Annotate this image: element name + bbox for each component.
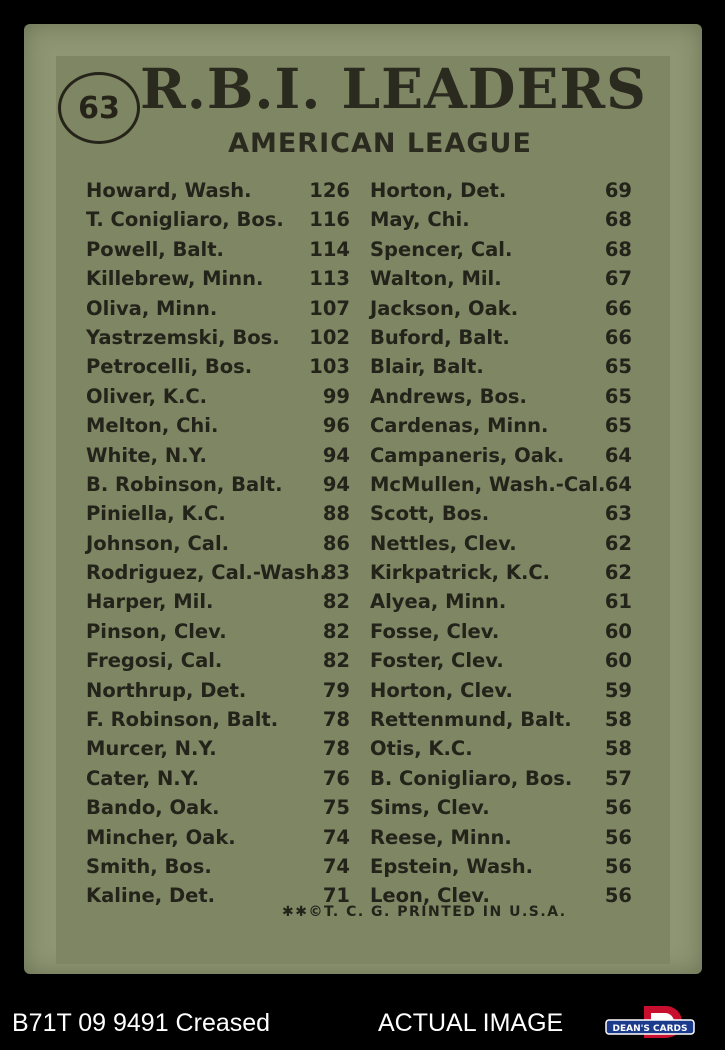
rbi-total: 68 bbox=[604, 208, 632, 232]
rbi-total: 82 bbox=[322, 590, 350, 614]
player-name: Bando, Oak. bbox=[86, 796, 220, 820]
rbi-total: 107 bbox=[309, 296, 350, 320]
rbi-total: 57 bbox=[604, 766, 632, 790]
rbi-total: 64 bbox=[604, 443, 632, 467]
player-name: Sims, Clev. bbox=[370, 796, 490, 820]
rbi-total: 71 bbox=[322, 884, 350, 908]
rbi-total: 67 bbox=[604, 267, 632, 291]
player-name: Otis, K.C. bbox=[370, 737, 473, 761]
leader-row bbox=[86, 235, 350, 264]
rbi-total: 69 bbox=[604, 179, 632, 202]
rbi-total: 66 bbox=[604, 325, 632, 349]
rbi-total: 82 bbox=[322, 619, 350, 643]
player-name: Buford, Balt. bbox=[370, 325, 510, 349]
leader-row bbox=[370, 823, 632, 852]
item-description: B71T 09 9491 Creased bbox=[12, 1009, 271, 1037]
player-name: Blair, Balt. bbox=[370, 355, 484, 379]
player-name: Jackson, Oak. bbox=[370, 296, 519, 320]
rbi-total: 96 bbox=[322, 414, 350, 438]
rbi-total: 79 bbox=[322, 678, 350, 702]
rbi-total: 103 bbox=[309, 355, 350, 379]
player-name: Harper, Mil. bbox=[86, 590, 214, 614]
deans-cards-logo bbox=[604, 1004, 696, 1044]
leader-row bbox=[370, 529, 632, 558]
rbi-total: 94 bbox=[322, 443, 350, 467]
player-name: Oliva, Minn. bbox=[86, 296, 218, 320]
leader-row bbox=[370, 235, 632, 264]
leader-row bbox=[86, 617, 350, 646]
player-name: Howard, Wash. bbox=[86, 179, 252, 202]
rbi-total: 86 bbox=[322, 531, 350, 555]
leader-row bbox=[370, 705, 632, 734]
leader-row bbox=[86, 352, 350, 381]
leader-row bbox=[86, 176, 350, 205]
leader-row bbox=[86, 382, 350, 411]
leader-row bbox=[86, 823, 350, 852]
player-name: Fosse, Clev. bbox=[370, 619, 500, 643]
player-name: Leon, Clev. bbox=[370, 884, 490, 908]
leader-row bbox=[86, 558, 350, 587]
player-name: Mincher, Oak. bbox=[86, 825, 236, 849]
leader-row bbox=[370, 852, 632, 881]
leader-row bbox=[370, 176, 632, 205]
card-number: 63 bbox=[78, 90, 120, 126]
card-subtitle: AMERICAN LEAGUE bbox=[228, 128, 532, 159]
rbi-total: 75 bbox=[322, 796, 350, 820]
leader-row bbox=[86, 294, 350, 323]
player-name: McMullen, Wash.-Cal. bbox=[370, 472, 606, 496]
player-name: White, N.Y. bbox=[86, 443, 207, 467]
leader-row bbox=[370, 441, 632, 470]
player-name: Kaline, Det. bbox=[86, 884, 216, 908]
actual-image-label: ACTUAL IMAGE bbox=[378, 1009, 564, 1037]
player-name: Pinson, Clev. bbox=[86, 619, 227, 643]
leader-row bbox=[370, 470, 632, 499]
leader-row bbox=[86, 264, 350, 293]
leader-row bbox=[86, 852, 350, 881]
rbi-total: 65 bbox=[604, 355, 632, 379]
rbi-total: 60 bbox=[604, 619, 632, 643]
leader-row bbox=[86, 705, 350, 734]
player-name: Rodriguez, Cal.-Wash. bbox=[86, 561, 327, 585]
player-name: Scott, Bos. bbox=[370, 502, 490, 526]
leader-row bbox=[86, 205, 350, 234]
leader-row bbox=[370, 264, 632, 293]
leader-row bbox=[370, 764, 632, 793]
player-name: Campaneris, Oak. bbox=[370, 443, 565, 467]
player-name: Cater, N.Y. bbox=[86, 766, 199, 790]
player-name: Petrocelli, Bos. bbox=[86, 355, 253, 379]
leader-row bbox=[86, 676, 350, 705]
player-name: Fregosi, Cal. bbox=[86, 649, 223, 673]
player-name: Horton, Det. bbox=[370, 179, 507, 202]
printed-credit: ✱✱©T. C. G. PRINTED IN U.S.A. bbox=[282, 904, 567, 920]
player-name: T. Conigliaro, Bos. bbox=[86, 208, 284, 232]
player-name: Andrews, Bos. bbox=[370, 384, 527, 408]
leader-row bbox=[370, 499, 632, 528]
player-name: Horton, Clev. bbox=[370, 678, 513, 702]
leader-row bbox=[370, 676, 632, 705]
card-title: R.B.I. LEADERS bbox=[140, 56, 647, 121]
rbi-total: 88 bbox=[322, 502, 350, 526]
leader-row bbox=[86, 587, 350, 616]
player-name: Cardenas, Minn. bbox=[370, 414, 549, 438]
player-name: Murcer, N.Y. bbox=[86, 737, 217, 761]
player-name: Kirkpatrick, K.C. bbox=[370, 561, 551, 585]
rbi-total: 74 bbox=[322, 825, 350, 849]
rbi-total: 61 bbox=[604, 590, 632, 614]
rbi-total: 65 bbox=[604, 414, 632, 438]
rbi-total: 66 bbox=[604, 296, 632, 320]
rbi-total: 76 bbox=[322, 766, 350, 790]
rbi-total: 83 bbox=[322, 561, 350, 585]
leader-row bbox=[86, 764, 350, 793]
player-name: Yastrzemski, Bos. bbox=[86, 325, 280, 349]
leader-row bbox=[86, 793, 350, 822]
rbi-total: 64 bbox=[604, 472, 632, 496]
leader-row bbox=[370, 793, 632, 822]
rbi-total: 60 bbox=[604, 649, 632, 673]
leader-row bbox=[370, 323, 632, 352]
player-name: Epstein, Wash. bbox=[370, 854, 534, 878]
rbi-total: 62 bbox=[604, 561, 632, 585]
player-name: B. Robinson, Balt. bbox=[86, 472, 283, 496]
player-name: Northrup, Det. bbox=[86, 678, 247, 702]
rbi-total: 113 bbox=[309, 267, 350, 291]
leader-row bbox=[86, 411, 350, 440]
rbi-total: 65 bbox=[604, 384, 632, 408]
player-name: Johnson, Cal. bbox=[86, 531, 230, 555]
rbi-total: 99 bbox=[322, 384, 350, 408]
player-name: Smith, Bos. bbox=[86, 854, 212, 878]
rbi-total: 58 bbox=[604, 737, 632, 761]
leader-row bbox=[370, 646, 632, 675]
player-name: Piniella, K.C. bbox=[86, 502, 226, 526]
rbi-total: 116 bbox=[309, 208, 350, 232]
leader-row bbox=[370, 352, 632, 381]
leader-row bbox=[86, 529, 350, 558]
rbi-total: 56 bbox=[604, 884, 632, 908]
leader-row bbox=[86, 734, 350, 763]
logo-text: DEAN'S CARDS bbox=[612, 1024, 688, 1034]
leader-row bbox=[370, 734, 632, 763]
leader-row bbox=[86, 323, 350, 352]
rbi-total: 114 bbox=[309, 237, 350, 261]
player-name: Nettles, Clev. bbox=[370, 531, 517, 555]
player-name: May, Chi. bbox=[370, 208, 470, 232]
leader-row bbox=[370, 294, 632, 323]
leader-row bbox=[370, 382, 632, 411]
right-leaders-column bbox=[370, 176, 632, 911]
rbi-total: 68 bbox=[604, 237, 632, 261]
rbi-total: 74 bbox=[322, 854, 350, 878]
player-name: Powell, Balt. bbox=[86, 237, 224, 261]
rbi-total: 63 bbox=[604, 502, 632, 526]
rbi-total: 62 bbox=[604, 531, 632, 555]
rbi-total: 56 bbox=[604, 825, 632, 849]
player-name: Oliver, K.C. bbox=[86, 384, 208, 408]
card-number-badge bbox=[58, 72, 140, 144]
rbi-total: 126 bbox=[309, 179, 350, 202]
leader-row bbox=[86, 441, 350, 470]
leader-row bbox=[86, 470, 350, 499]
player-name: Foster, Clev. bbox=[370, 649, 504, 673]
player-name: Spencer, Cal. bbox=[370, 237, 513, 261]
leader-row bbox=[370, 558, 632, 587]
rbi-total: 56 bbox=[604, 854, 632, 878]
player-name: B. Conigliaro, Bos. bbox=[370, 766, 573, 790]
left-leaders-column bbox=[86, 176, 350, 911]
rbi-total: 102 bbox=[309, 325, 350, 349]
rbi-total: 59 bbox=[604, 678, 632, 702]
rbi-total: 78 bbox=[322, 737, 350, 761]
player-name: Rettenmund, Balt. bbox=[370, 708, 572, 732]
player-name: Alyea, Minn. bbox=[370, 590, 507, 614]
rbi-total: 78 bbox=[322, 708, 350, 732]
leader-row bbox=[86, 646, 350, 675]
player-name: F. Robinson, Balt. bbox=[86, 708, 279, 732]
leader-row bbox=[370, 617, 632, 646]
leader-row bbox=[370, 587, 632, 616]
player-name: Melton, Chi. bbox=[86, 414, 219, 438]
leader-row bbox=[86, 499, 350, 528]
player-name: Walton, Mil. bbox=[370, 267, 502, 291]
rbi-total: 56 bbox=[604, 796, 632, 820]
rbi-total: 94 bbox=[322, 472, 350, 496]
player-name: Killebrew, Minn. bbox=[86, 267, 264, 291]
leader-row bbox=[370, 411, 632, 440]
rbi-total: 58 bbox=[604, 708, 632, 732]
player-name: Reese, Minn. bbox=[370, 825, 512, 849]
rbi-total: 82 bbox=[322, 649, 350, 673]
leader-row bbox=[370, 205, 632, 234]
